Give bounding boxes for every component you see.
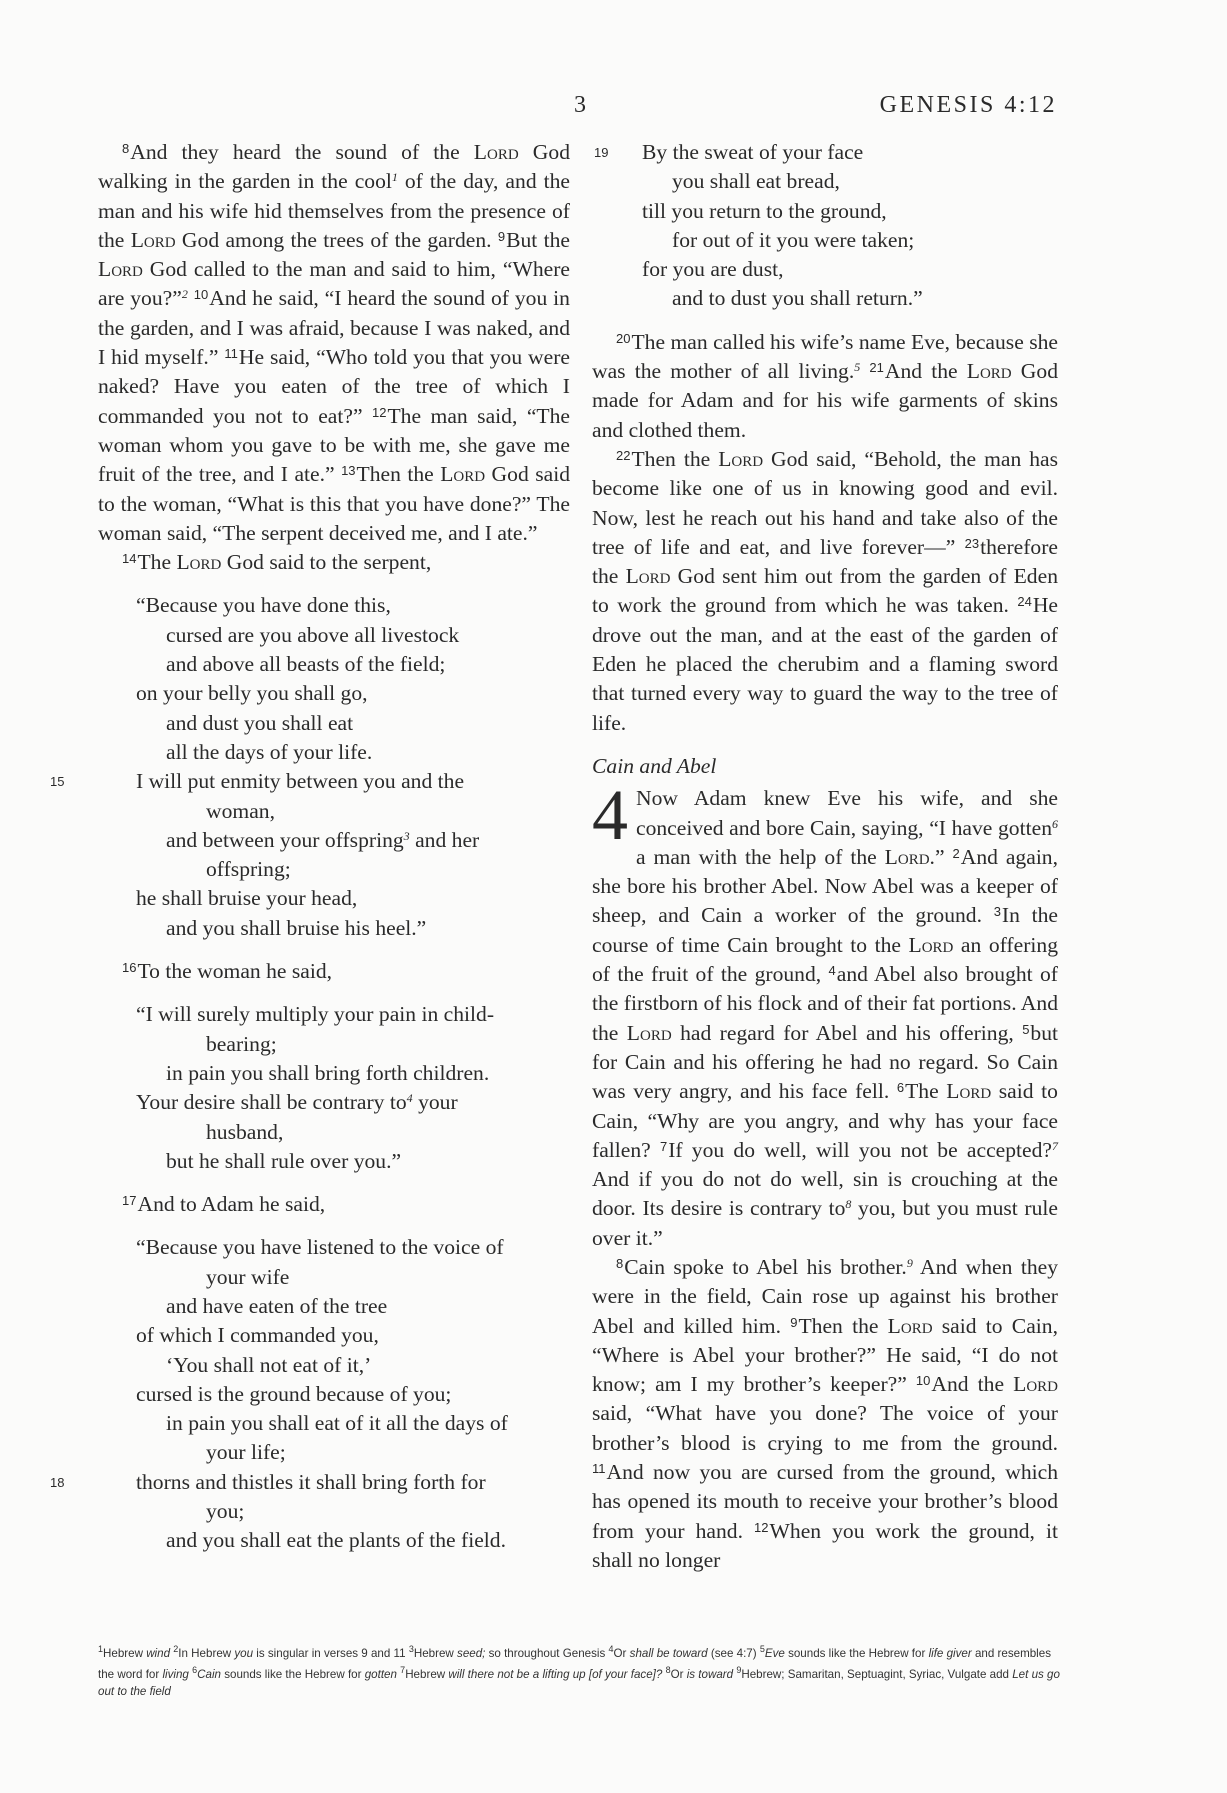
verse-number: 10 (193, 287, 209, 303)
verse-text: And he said, “I heard the sound of you in the garden, and I was afraid, because I was naked, and I hid myself.” (98, 286, 570, 370)
footnote-text: Hebrew (103, 1646, 147, 1660)
verse-text: of the day, and the man and his wife hid themselves from the presence of the (98, 169, 570, 252)
running-head: GENESIS 4:12 (879, 92, 1057, 118)
verse-text: When you work the ground, it shall no longer (592, 1518, 1058, 1572)
poem-line: woman, (206, 798, 275, 823)
footnote-text: (see 4:7) (707, 1646, 757, 1660)
footnote-number: 3 (408, 1644, 414, 1654)
verse-number: 6 (896, 1080, 905, 1096)
verse-number: 14 (122, 551, 137, 567)
poem-line (50, 767, 570, 796)
poem-line: “Because you have listened to the voice of (136, 1235, 504, 1260)
divine-name: Lord (884, 844, 930, 869)
poem-line-text: By the sweat of your face (642, 140, 864, 164)
divine-name: Lord (1013, 1372, 1058, 1397)
verse-text: an offering of the fruit of the ground, (592, 932, 1058, 987)
poem-line: you shall eat bread, (672, 169, 840, 194)
verse-number: 19 (594, 145, 609, 160)
verse-text: And the (884, 359, 967, 384)
poem-line: cursed are you above all livestock (166, 622, 460, 647)
poem-line-text: your (412, 1090, 458, 1115)
paragraph-gen3-20 (592, 328, 1058, 445)
footnote-marker: 9 (906, 1255, 913, 1270)
poem-line: he shall bruise your head, (136, 886, 358, 911)
footnote-marker: 2 (181, 287, 188, 302)
footnote-text: Hebrew; Samaritan, Septuagint, Syriac, Vulgate add (741, 1667, 1013, 1681)
footnote-text: Hebrew (413, 1646, 458, 1660)
poem-line: in pain you shall bring forth children. (166, 1060, 490, 1085)
poem-line: husband, (206, 1119, 284, 1144)
verse-number: 23 (964, 535, 980, 551)
verse-text: Then the (798, 1313, 888, 1338)
footnote-text: gotten (364, 1667, 397, 1681)
poem-line: and you shall eat the plants of the field. (166, 1528, 507, 1553)
footnote-number: 7 (400, 1664, 406, 1675)
verse-text: The (137, 550, 177, 575)
paragraph-gen3-8 (98, 138, 570, 548)
verse-text: you, but you must rule over it.” (592, 1196, 1058, 1250)
footnote-text: In Hebrew (178, 1646, 235, 1660)
verse-number: 8 (122, 141, 130, 156)
poem-line (594, 138, 1058, 167)
verse-text: And when they were in the field, Cain rose up against his brother Abel and killed him. (592, 1254, 1058, 1338)
verse-text: said to Cain, “Why are you angry, and why has your face fallen? (592, 1079, 1058, 1162)
poem-line: and to dust you shall return.” (672, 286, 923, 311)
footnote-number: 6 (192, 1664, 198, 1675)
footnote-marker: 8 (845, 1197, 852, 1212)
verse-text: Now Adam knew Eve his wife, and she conceived and bore Cain, saying, “I have gotten (636, 786, 1058, 840)
verse-number: 8 (616, 1255, 624, 1271)
divine-name: Lord (887, 1313, 933, 1338)
verse-text: said, “What have you done? The voice of your brother’s blood is crying to me from the ground. (592, 1401, 1058, 1455)
verse-number: 16 (122, 960, 137, 976)
footnote-text: seed; (457, 1646, 486, 1660)
footnote-text: Eve (764, 1646, 785, 1660)
verse-number: 10 (915, 1373, 931, 1389)
paragraph-gen3-22 (592, 445, 1058, 738)
poem-line: and you shall bruise his heel.” (166, 915, 427, 940)
paragraph-gen4-1 (592, 775, 1059, 1253)
left-column (50, 138, 571, 1556)
poem-line: for you are dust, (642, 257, 784, 282)
verse-text: And if you do not do well, sin is crouching at the door. Its desire is contrary to (592, 1167, 1058, 1221)
verse-text: God said to the woman, “What is this that you have done?” The woman said, “The serpent deceived me, and I ate.” (98, 462, 570, 545)
verse-text: The man said, “The woman whom you gave to be with me, she gave me fruit of the tree, and I ate.” (98, 403, 570, 487)
footnote-text: life giver (928, 1646, 972, 1660)
verse-number: 12 (372, 404, 387, 420)
verse-number: 17 (122, 1193, 137, 1209)
paragraph-gen3-17 (98, 1190, 570, 1219)
verse-text (188, 286, 194, 310)
poem-line: and have eaten of the tree (166, 1293, 388, 1318)
divine-name: Lord (946, 1079, 992, 1104)
footnote-text: living (162, 1667, 189, 1681)
verse-number: 18 (50, 1474, 65, 1490)
poem-line: bearing; (206, 1031, 277, 1056)
verse-number: 13 (341, 463, 356, 479)
footnote-text: will there not be a lifting up [of your face]? (448, 1667, 663, 1681)
poem-line: of which I commanded you, (136, 1323, 379, 1348)
poem-line: till you return to the ground, (642, 198, 887, 223)
poem-line-text: I will put enmity between you and the (136, 769, 465, 794)
divine-name: Lord (908, 932, 954, 957)
verse-text: In the course of time Cain brought to the (592, 903, 1058, 957)
verse-text: God among the trees of the garden. (175, 227, 498, 252)
verse-text: had regard for Abel and his offering, (671, 1020, 1023, 1045)
poem-line: but he shall rule over you.” (166, 1148, 402, 1173)
poem-line: your wife (206, 1264, 290, 1289)
verse-number: 24 (1017, 594, 1032, 610)
verse-number: 3 (993, 904, 1001, 920)
footnote-text: and resembles the word for (98, 1646, 1051, 1681)
poem-line: and above all beasts of the field; (166, 652, 446, 677)
verse-text: But the (506, 227, 571, 252)
verse-number: 22 (616, 447, 631, 463)
verse-text: God called to the man and said to him, “Where are you?” (98, 257, 570, 311)
poem-curse-serpent (50, 591, 570, 943)
verse-number: 15 (50, 774, 65, 790)
paragraph-gen3-14 (98, 548, 570, 577)
verse-text: therefore the (592, 534, 1058, 589)
poem-line-text: and her (409, 827, 480, 852)
divine-name: Lord (130, 227, 176, 252)
divine-name: Lord (966, 359, 1012, 384)
verse-text: Cain spoke to Abel his brother. (624, 1254, 907, 1279)
verse-text: The (905, 1079, 947, 1104)
poem-line: all the days of your life. (166, 739, 373, 764)
divine-name: Lord (626, 1020, 672, 1045)
poem-line: for out of it you were taken; (672, 227, 915, 252)
footnote-text: Or (670, 1667, 687, 1681)
verse-text: And again, she bore his brother Abel. Now Abel was a keeper of sheep, and Cain a worker of the ground. (592, 844, 1059, 928)
verse-number: 11 (592, 1461, 606, 1477)
section-heading: Cain and Abel (592, 753, 717, 778)
verse-text: God made for Adam and for his wife garments of skins and clothed them. (592, 359, 1058, 442)
poem-line: you; (206, 1499, 245, 1524)
page-number: 3 (574, 92, 586, 118)
footnote-text: so throughout Genesis (485, 1646, 606, 1660)
verse-text: God said to the serpent, (221, 550, 432, 575)
footnote-text: sounds like the Hebrew for (220, 1667, 365, 1681)
poem-curse-adam (50, 1233, 570, 1555)
poem-line: “I will surely multiply your pain in child- (136, 1002, 495, 1027)
footnote-number: 2 (173, 1644, 179, 1654)
verse-text: And now you are cursed from the ground, which has opened its mouth to receive your brother’s blood from your hand. (592, 1460, 1058, 1543)
verse-text: God walking in the garden in the cool (98, 140, 570, 194)
verse-text: To the woman he said, (137, 959, 333, 984)
poem-curse-woman (98, 1000, 570, 1176)
divine-name: Lord (440, 462, 486, 487)
verse-number: 11 (224, 346, 238, 362)
verse-number: 9 (790, 1314, 798, 1330)
footnote-text: Hebrew (405, 1667, 449, 1681)
right-column (592, 138, 1058, 1575)
verse-text: The man called his wife’s name Eve, because she was the mother of all living. (592, 329, 1058, 384)
poem-line: your life; (206, 1440, 286, 1465)
verse-number: 7 (659, 1138, 668, 1154)
verse-text: .” (929, 844, 953, 869)
footnote-text: Or (613, 1646, 630, 1660)
footnote-text: sounds like the Hebrew for (784, 1646, 929, 1660)
verse-text: a man with the help of the (636, 844, 885, 869)
poem-line: and dust you shall eat (166, 710, 354, 735)
verse-text: said to Cain, “Where is Abel your brother?” He said, “I do not know; am I my brother’s keeper?” (592, 1313, 1058, 1397)
poem-line (98, 826, 570, 855)
poem-line-text: Your desire shall be contrary to (136, 1090, 407, 1115)
verse-text: Then the (356, 462, 441, 487)
verse-number: 2 (952, 845, 960, 861)
verse-text: If you do well, will you not be accepted? (668, 1137, 1053, 1162)
poem-line: ‘You shall not eat of it,’ (166, 1352, 372, 1377)
verse-text: God said, “Behold, the man has become like one of us in knowing good and evil. Now, lest he reach out his hand and take also of the tree of life and eat, and live forever—” (592, 446, 1059, 559)
verse-number: 12 (754, 1519, 769, 1535)
footnote-marker: 4 (406, 1091, 413, 1106)
footnotes (98, 1641, 1066, 1700)
poem-line-text: thorns and thistles it shall bring forth for (136, 1469, 486, 1494)
verse-text: He drove out the man, and at the east of the garden of Eden he placed the cherubim and a flaming sword that turned every way to guard the way to the tree of life. (592, 593, 1058, 735)
divine-name: Lord (473, 140, 519, 164)
footnote-number: 4 (608, 1644, 614, 1654)
footnote-text: is singular in verses 9 and 11 (253, 1646, 406, 1660)
divine-name: Lord (718, 446, 764, 471)
footnote-text: you (234, 1646, 254, 1660)
poem-line: “Because you have done this, (136, 593, 391, 618)
footnote-text: is toward (686, 1667, 734, 1681)
footnote-marker: 5 (854, 360, 861, 375)
footnote-marker: 6 (1052, 816, 1058, 831)
paragraph-gen4-8 (592, 1253, 1058, 1575)
verse-number: 5 (1022, 1021, 1030, 1037)
footnote-text: shall be toward (629, 1646, 708, 1660)
chapter-number: 4 (592, 775, 628, 856)
divine-name: Lord (625, 564, 671, 589)
poem-curse-adam-cont (592, 138, 1058, 314)
footnote-text: wind (146, 1646, 171, 1660)
verse-number: 20 (616, 330, 631, 346)
footnote-marker: 7 (1052, 1138, 1059, 1153)
poem-line: in pain you shall eat of it all the days of (166, 1411, 508, 1436)
poem-line: cursed is the ground because of you; (136, 1381, 452, 1406)
poem-line: on your belly you shall go, (136, 681, 368, 706)
footnote-number: 9 (736, 1664, 742, 1675)
verse-text: And they heard the sound of the (130, 140, 474, 164)
verse-text: He said, “Who told you that you were naked? Have you eaten of the tree of which I commanded you not to eat?” (98, 345, 571, 428)
poem-line-text: and between your offspring (166, 827, 404, 852)
footnote-marker: 3 (403, 828, 410, 843)
verse-text: Then the (631, 446, 719, 471)
verse-number: 9 (497, 228, 506, 244)
verse-text: but for Cain and his offering he had no regard. So Cain was very angry, and his face fell. (592, 1020, 1059, 1104)
verse-number: 21 (869, 360, 884, 376)
footnote-text: Cain (197, 1667, 221, 1681)
footnote-number: 8 (665, 1664, 671, 1675)
divine-name: Lord (176, 550, 222, 575)
poem-line (98, 1088, 570, 1117)
paragraph-gen3-16 (98, 957, 570, 986)
poem-line (50, 1468, 570, 1497)
footnote-number: 5 (759, 1644, 765, 1654)
verse-text: and Abel also brought of the firstborn of his flock and of their fat portions. And the (592, 962, 1058, 1045)
poem-line: offspring; (206, 857, 291, 882)
footnote-number: 1 (98, 1644, 104, 1654)
verse-text: And to Adam he said, (137, 1192, 326, 1217)
verse-number: 4 (828, 963, 836, 979)
verse-text: And the (931, 1372, 1014, 1397)
divine-name: Lord (98, 257, 143, 282)
footnote-text: Let us go out to the field (98, 1667, 1060, 1698)
verse-text: God sent him out from the garden of Eden to work the ground from which he was taken. (592, 564, 1058, 618)
footnote-marker: 1 (391, 170, 398, 185)
